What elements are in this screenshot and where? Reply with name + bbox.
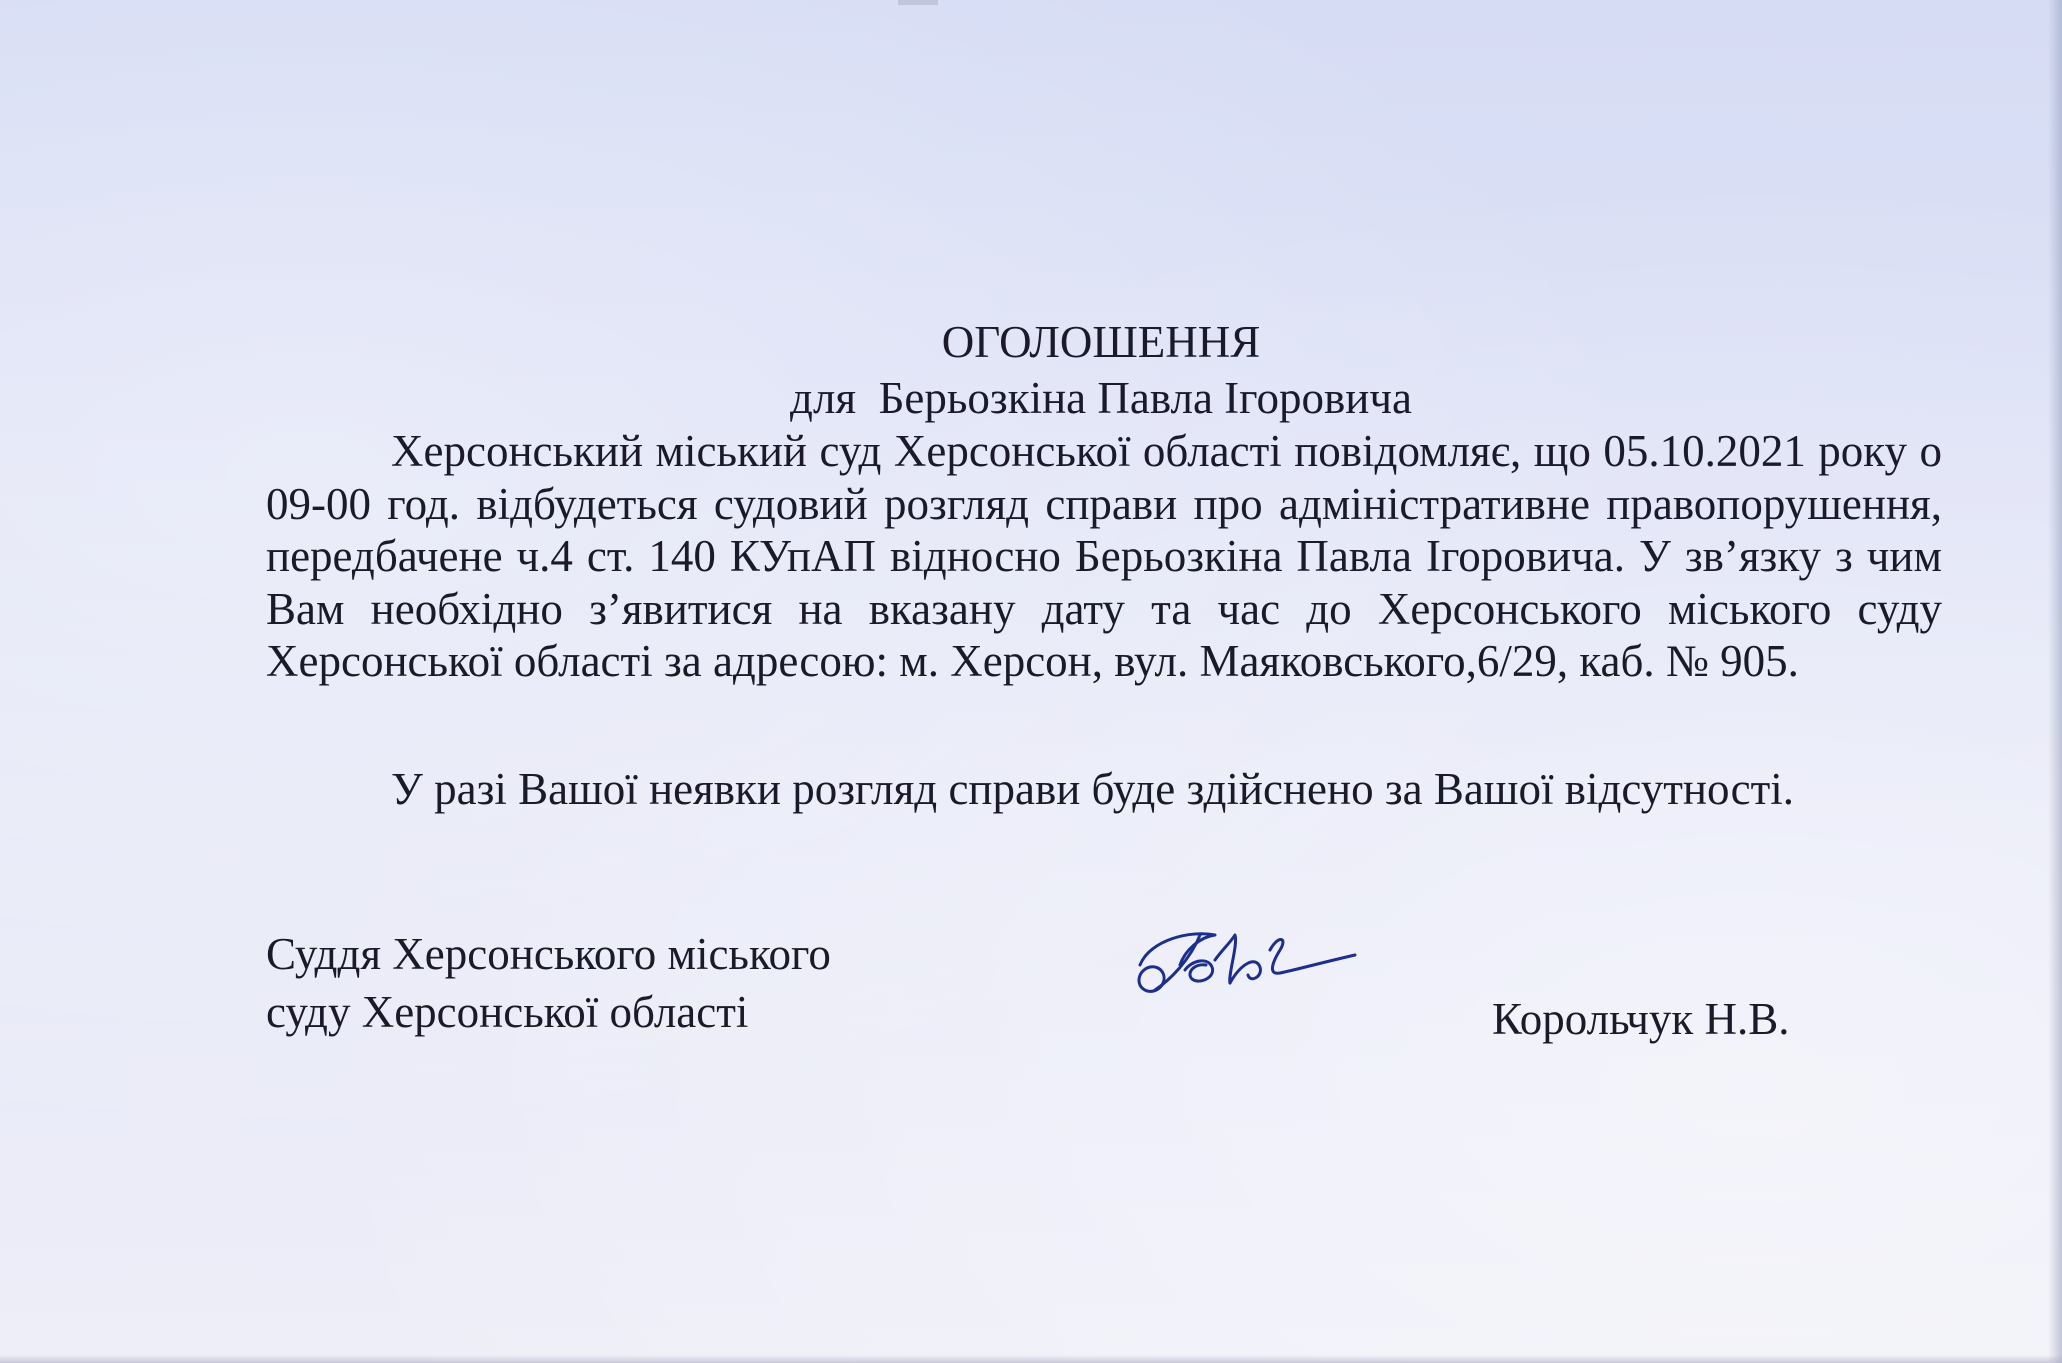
paper-bottom-edge	[0, 1355, 2062, 1363]
document-addressee: для Берьозкіна Павла Ігоровича	[790, 373, 1412, 423]
document-title: ОГОЛОШЕННЯ	[941, 317, 1261, 367]
paper-mark	[898, 0, 938, 5]
absence-notice: У разі Вашої неявки розгляд справи буде здійснено за Вашої відсутності.	[391, 764, 1794, 814]
judge-position-line-2: суду Херсонської області	[266, 987, 749, 1037]
announcement-body: Херсонський міський суд Херсонської області повідомляє, що 05.10.2021 року о 09-00 год. відбудеться судовий розгляд справи про адміністративне правопорушення, передбачене ч.4 ст. 140 КУпАП відносно Берьозкіна Павла Ігоровича. У зв’язку з чим Вам необхідно з’явитися на вказану дату та час до Херсонського міського суду Херсонської області за адресою: м. Херсон, вул. Маяковського,6/29, каб. № 905.	[266, 426, 1942, 686]
handwritten-signature-icon	[1130, 905, 1380, 1015]
paper-right-edge	[2048, 0, 2062, 1363]
judge-name: Корольчук Н.В.	[1492, 994, 1790, 1044]
judge-position-line-1: Суддя Херсонського міського	[266, 929, 831, 979]
